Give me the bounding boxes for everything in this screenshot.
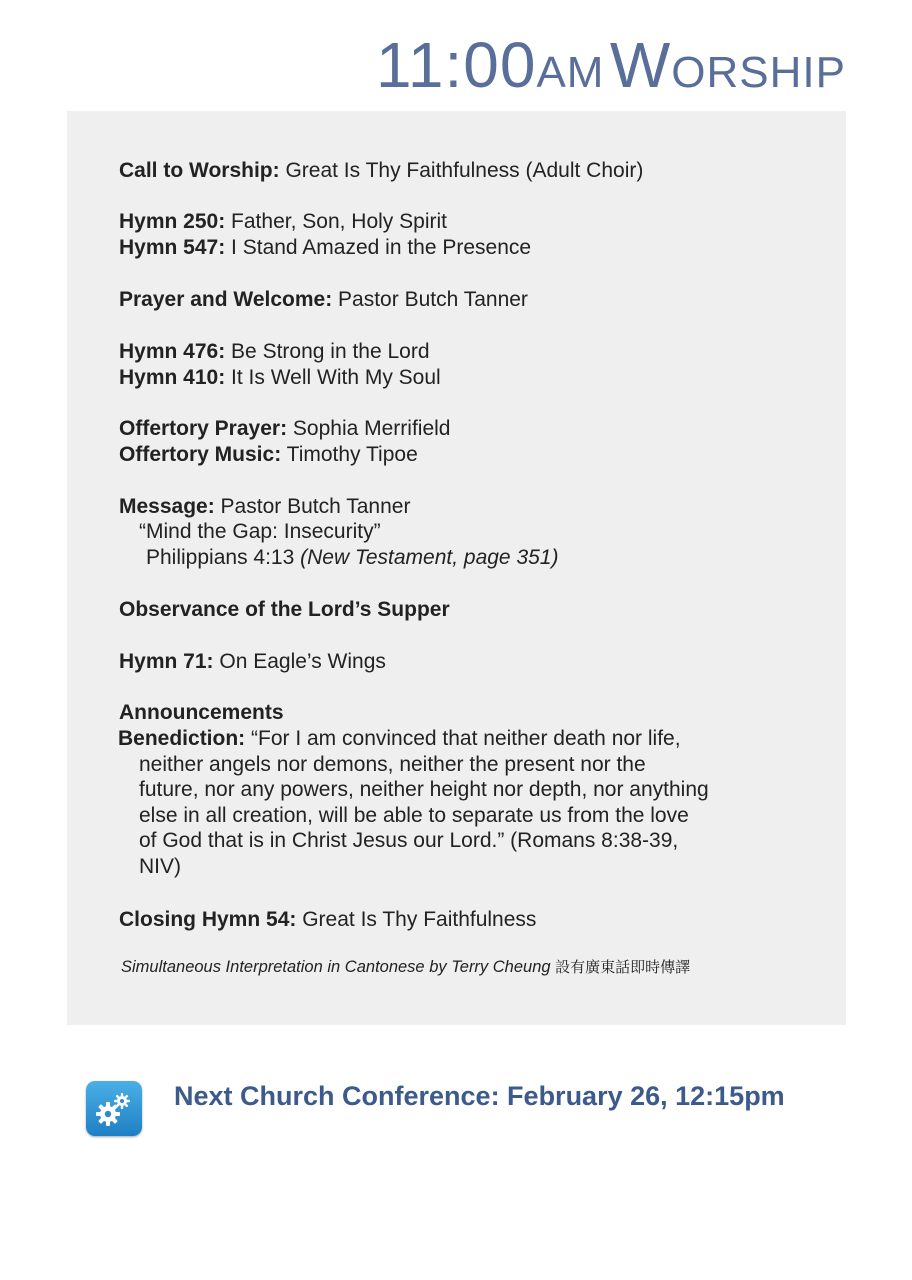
- closing-label: Closing Hymn 54:: [119, 908, 297, 931]
- message: [119, 494, 410, 520]
- hymn547-text: I Stand Amazed in the Presence: [225, 236, 532, 259]
- call-to-worship: [119, 158, 643, 184]
- hymn410-text: It Is Well With My Soul: [225, 366, 441, 389]
- hymn476-label: Hymn 476:: [119, 340, 226, 363]
- message-title: “Mind the Gap: Insecurity”: [139, 520, 381, 543]
- benediction-line-3: future, nor any powers, neither height nor depth, nor anything: [139, 778, 709, 801]
- hymn71-text: On Eagle’s Wings: [213, 650, 386, 673]
- call-text: Great Is Thy Faithfulness (Adult Choir): [279, 159, 644, 182]
- hymn-476: [119, 339, 430, 365]
- prayer-label: Prayer and Welcome:: [119, 288, 333, 311]
- hymn410-label: Hymn 410:: [119, 366, 226, 389]
- benediction-line-1: “For I am convinced that neither death nor life,: [245, 727, 681, 750]
- announcements-label: Announcements: [119, 701, 284, 724]
- benediction-line-2: neither angels nor demons, neither the present nor the: [139, 753, 646, 776]
- gears-icon: [86, 1081, 142, 1136]
- title-orship: ORSHIP: [671, 48, 846, 97]
- title-am: AM: [536, 48, 605, 97]
- message-ref: Philippians 4:13: [146, 546, 301, 569]
- call-label: Call to Worship:: [119, 159, 280, 182]
- hymn71-label: Hymn 71:: [119, 650, 214, 673]
- title-time: 11:00: [376, 29, 537, 101]
- offmusic-text: Timothy Tipoe: [281, 443, 418, 466]
- hymn-71: [119, 649, 386, 675]
- offprayer-text: Sophia Merrifield: [287, 417, 451, 440]
- benediction-line-5: of God that is in Christ Jesus our Lord.” (Romans 8:38-39,: [139, 829, 679, 852]
- hymn-547: [119, 235, 531, 261]
- benediction: [118, 726, 681, 752]
- message-text: Pastor Butch Tanner: [214, 495, 411, 518]
- offprayer-label: Offertory Prayer:: [119, 417, 288, 440]
- closing-text: Great Is Thy Faithfulness: [296, 908, 537, 931]
- message-label: Message:: [119, 495, 215, 518]
- prayer-and-welcome: [119, 287, 528, 313]
- benediction-label: Benediction:: [118, 727, 246, 750]
- hymn476-text: Be Strong in the Lord: [225, 340, 430, 363]
- prayer-text: Pastor Butch Tanner: [332, 288, 528, 311]
- hymn-250: [119, 209, 447, 235]
- hymn250-text: Father, Son, Holy Spirit: [225, 210, 447, 233]
- message-ref-note: (New Testament, page 351): [300, 546, 559, 569]
- benediction-line-4: else in all creation, will be able to separate us from the love: [139, 804, 689, 827]
- interpretation-text: Simultaneous Interpretation in Cantonese by Terry Cheung: [121, 958, 556, 976]
- hymn250-label: Hymn 250:: [119, 210, 226, 233]
- closing-hymn: [119, 907, 536, 933]
- offmusic-label: Offertory Music:: [119, 443, 282, 466]
- next-church-conference: Next Church Conference: February 26, 12:15pm: [174, 1081, 785, 1111]
- supper-label: Observance of the Lord’s Supper: [119, 598, 450, 621]
- page-title: [376, 28, 846, 102]
- hymn547-label: Hymn 547:: [119, 236, 226, 259]
- offertory-music: [119, 442, 418, 468]
- offertory-prayer: [119, 416, 450, 442]
- announcements: [119, 700, 284, 726]
- interpretation-note: [121, 956, 690, 977]
- interpretation-chinese: 設有廣東話即時傳譯: [555, 958, 691, 976]
- hymn-410: [119, 365, 441, 391]
- lords-supper: [119, 597, 450, 623]
- message-scripture: [146, 545, 558, 571]
- title-w: W: [609, 29, 672, 101]
- benediction-line-6: NIV): [139, 855, 181, 878]
